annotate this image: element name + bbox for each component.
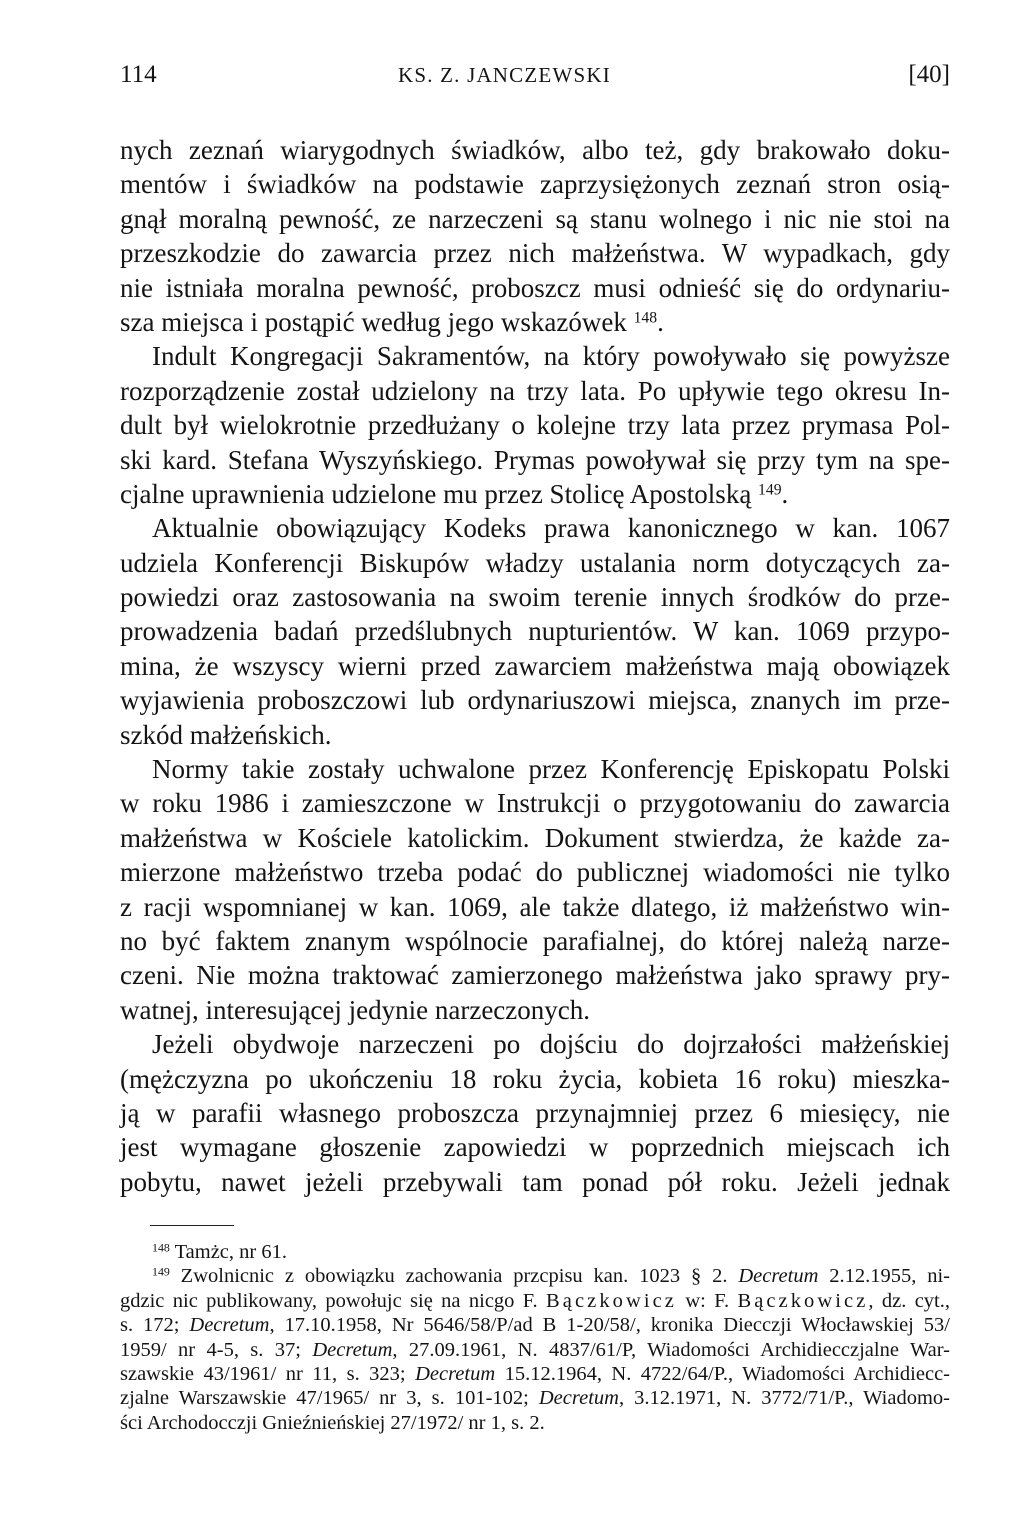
paragraph-1 <box>120 133 950 339</box>
text-line <box>120 1027 950 1061</box>
body-text <box>120 133 950 1199</box>
text-line <box>120 339 950 373</box>
text-run: watnej, interesującej jedynie narzeczonych. <box>120 994 591 1025</box>
text-run: powiedzi oraz zastosowania na swoim terenie innych środków do prze- <box>120 582 950 613</box>
text-run: mierzone małżeństwo trzeba podać do publicznej wiadomości nie tylko <box>120 857 950 888</box>
text-run: Aktualnie obowiązujący Kodeks prawa kanonicznego w kan. 1067 <box>152 513 950 544</box>
text-run: w: F. <box>676 1289 738 1312</box>
text-line <box>120 993 950 1027</box>
text-run: . <box>781 478 789 509</box>
text-line <box>120 1062 950 1096</box>
text-run: ją w parafii własnego proboszcza przynajmniej przez 6 miesięcy, nie <box>120 1097 950 1128</box>
footnote-148 <box>120 1240 950 1264</box>
paragraph-3 <box>120 511 950 752</box>
text-run: udziela Konferencji Biskupów władzy ustalania norm dotyczących za- <box>120 547 950 578</box>
text-run: wyjawienia proboszczowi lub ordynariuszowi miejsca, znanych im prze- <box>120 685 950 716</box>
text-line <box>120 271 950 305</box>
text-run: mentów i świadków na podstawie zaprzysiężonych zeznań stron osią- <box>120 169 950 200</box>
text-run: Zwolnicnic z obowiązku zachowania przcpisu kan. 1023 § 2. <box>169 1265 739 1288</box>
footnote-marker: 149 <box>758 481 782 499</box>
running-header <box>120 58 950 92</box>
text-run: , 27.09.1961, N. 4837/61/P, Wiadomości Archidiecczjalne War- <box>392 1338 950 1361</box>
text-line <box>120 408 950 442</box>
text-line <box>120 305 950 339</box>
footnotes <box>120 1240 950 1435</box>
text-run: gdzic nic publikowany, powołujc się na nicgo F. <box>120 1289 547 1312</box>
text-line <box>120 1240 950 1264</box>
text-run: , dz. cyt., <box>868 1289 950 1312</box>
text-run: z racji wspomnianej w kan. 1069, ale także dlatego, iż małżeństwo win- <box>120 891 950 922</box>
text-run: 1959/ nr 4-5, s. 37; <box>120 1338 313 1361</box>
text-line <box>120 786 950 820</box>
text-line <box>120 1362 950 1386</box>
issue-number: [40] <box>908 61 950 88</box>
italic-text: Decretum <box>538 1387 619 1410</box>
text-line <box>120 167 950 201</box>
footnote-marker: 148 <box>633 309 658 327</box>
text-line <box>120 511 950 545</box>
spaced-name: Bączkowicz <box>737 1289 869 1312</box>
text-run: s. 172; <box>120 1314 190 1337</box>
text-line <box>120 1411 950 1435</box>
text-line <box>120 202 950 236</box>
text-run: gnął moralną pewność, ze narzeczeni są stanu wolnego i nic nie stoi na <box>120 203 950 234</box>
text-run: , 3.12.1971, N. 3772/71/P., Wiadomo- <box>618 1387 950 1410</box>
text-run: przeszkodzie do zawarcia przez nich małżeństwa. W wypadkach, gdy <box>120 238 950 269</box>
text-line <box>120 580 950 614</box>
text-line <box>120 236 950 270</box>
text-run: w roku 1986 i zamieszczone w Instrukcji o przygotowaniu do zawarcia <box>120 788 950 819</box>
text-run: Tamżc, nr 61. <box>169 1241 287 1263</box>
text-run: jest wymagane głoszenie zapowiedzi w poprzednich miejscach ich <box>120 1132 950 1163</box>
italic-text: Decretum <box>415 1362 496 1385</box>
paragraph-5 <box>120 1027 950 1199</box>
text-line <box>120 546 950 580</box>
text-run: Indult Kongregacji Sakramentów, na który powoływało się powyższe <box>152 341 950 372</box>
footnote-separator <box>150 1225 234 1226</box>
text-line <box>120 443 950 477</box>
text-line <box>120 614 950 648</box>
text-line <box>120 374 950 408</box>
paragraph-4 <box>120 752 950 1027</box>
text-run: ści Archodocczji Gnieźnieńskiej 27/1972/ nr 1, s. 2. <box>120 1411 545 1434</box>
page-number: 114 <box>120 61 157 88</box>
text-line <box>120 1165 950 1199</box>
text-run: , 17.10.1958, Nr 5646/58/P/ad B 1-20/58/, kronika Diecczji Włocławskiej 53/ <box>269 1314 950 1337</box>
text-run: czeni. Nie można traktować zamierzonego małżeństwa jako sprawy pry- <box>120 960 950 991</box>
text-run: Normy takie zostały uchwalone przez Konferencję Episkopatu Polski <box>152 754 950 785</box>
text-run: ski kard. Stefana Wyszyńskiego. Prymas powoływał się przy tym na spe- <box>120 444 950 475</box>
text-line <box>120 1264 950 1288</box>
text-run: dult był wielokrotnie przedłużany o kolejne trzy lata przez prymasa Pol- <box>120 410 950 441</box>
paragraph-2 <box>120 339 950 511</box>
text-run: mina, że wszyscy wierni przed zawarciem małżeństwa mają obowiązek <box>120 650 950 681</box>
text-line <box>120 1338 950 1362</box>
text-run: (mężczyzna po ukończeniu 18 roku życia, kobieta 16 roku) mieszka- <box>120 1063 950 1094</box>
spaced-name: Bączkowicz <box>546 1289 677 1312</box>
text-line <box>120 1130 950 1164</box>
text-run: rozporządzenie został udzielony na trzy lata. Po upływie tego okresu In- <box>120 375 950 406</box>
text-line <box>120 752 950 786</box>
text-line <box>120 683 950 717</box>
text-line <box>120 1386 950 1410</box>
text-run: . <box>657 306 664 337</box>
text-line <box>120 477 950 511</box>
text-run: Jeżeli obydwoje narzeczeni po dojściu do dojrzałości małżeńskiej <box>152 1029 950 1060</box>
text-line <box>120 718 950 752</box>
text-run: sza miejsca i postąpić według jego wskazówek <box>120 306 634 337</box>
footnote-marker: 148 <box>152 1240 170 1255</box>
text-line <box>120 958 950 992</box>
running-head-author: KS. Z. JANCZEWSKI <box>398 63 611 87</box>
text-run: małżeństwa w Kościele katolickim. Dokument stwierdza, że każde za- <box>120 822 950 853</box>
italic-text: Decretum <box>312 1338 393 1361</box>
text-line <box>120 1289 950 1313</box>
text-run: nie istniała moralna pewność, proboszcz musi odnieść się do ordynariu- <box>120 272 950 303</box>
text-line <box>120 1313 950 1337</box>
text-run: cjalne uprawnienia udzielone mu przez Stolicę Apostolską <box>120 478 759 509</box>
footnote-marker: 149 <box>152 1264 170 1279</box>
text-line <box>120 924 950 958</box>
text-line <box>120 649 950 683</box>
footnote-149 <box>120 1264 950 1435</box>
text-run: szawskie 43/1961/ nr 11, s. 323; <box>120 1362 416 1385</box>
italic-text: Decretum <box>738 1265 819 1288</box>
text-line <box>120 821 950 855</box>
text-run: szkód małżeńskich. <box>120 719 332 750</box>
text-line <box>120 890 950 924</box>
text-line <box>120 1096 950 1130</box>
text-line <box>120 855 950 889</box>
text-run: nych zeznań wiarygodnych świadków, albo też, gdy brakowało doku- <box>120 135 950 165</box>
text-run: zjalne Warszawskie 47/1965/ nr 3, s. 101-102; <box>120 1387 539 1410</box>
text-run: no być faktem znanym wspólnocie parafialnej, do której należą narze- <box>120 925 950 956</box>
text-run: prowadzenia badań przedślubnych nupturientów. W kan. 1069 przypo- <box>120 616 950 647</box>
text-run: pobytu, nawet jeżeli przebywali tam ponad pół roku. Jeżeli jednak <box>120 1166 950 1197</box>
text-line <box>120 133 950 167</box>
text-run: 2.12.1955, ni- <box>818 1265 950 1288</box>
italic-text: Decretum <box>189 1314 270 1337</box>
text-run: 15.12.1964, N. 4722/64/P., Wiadomości Archidiecc- <box>495 1362 951 1385</box>
